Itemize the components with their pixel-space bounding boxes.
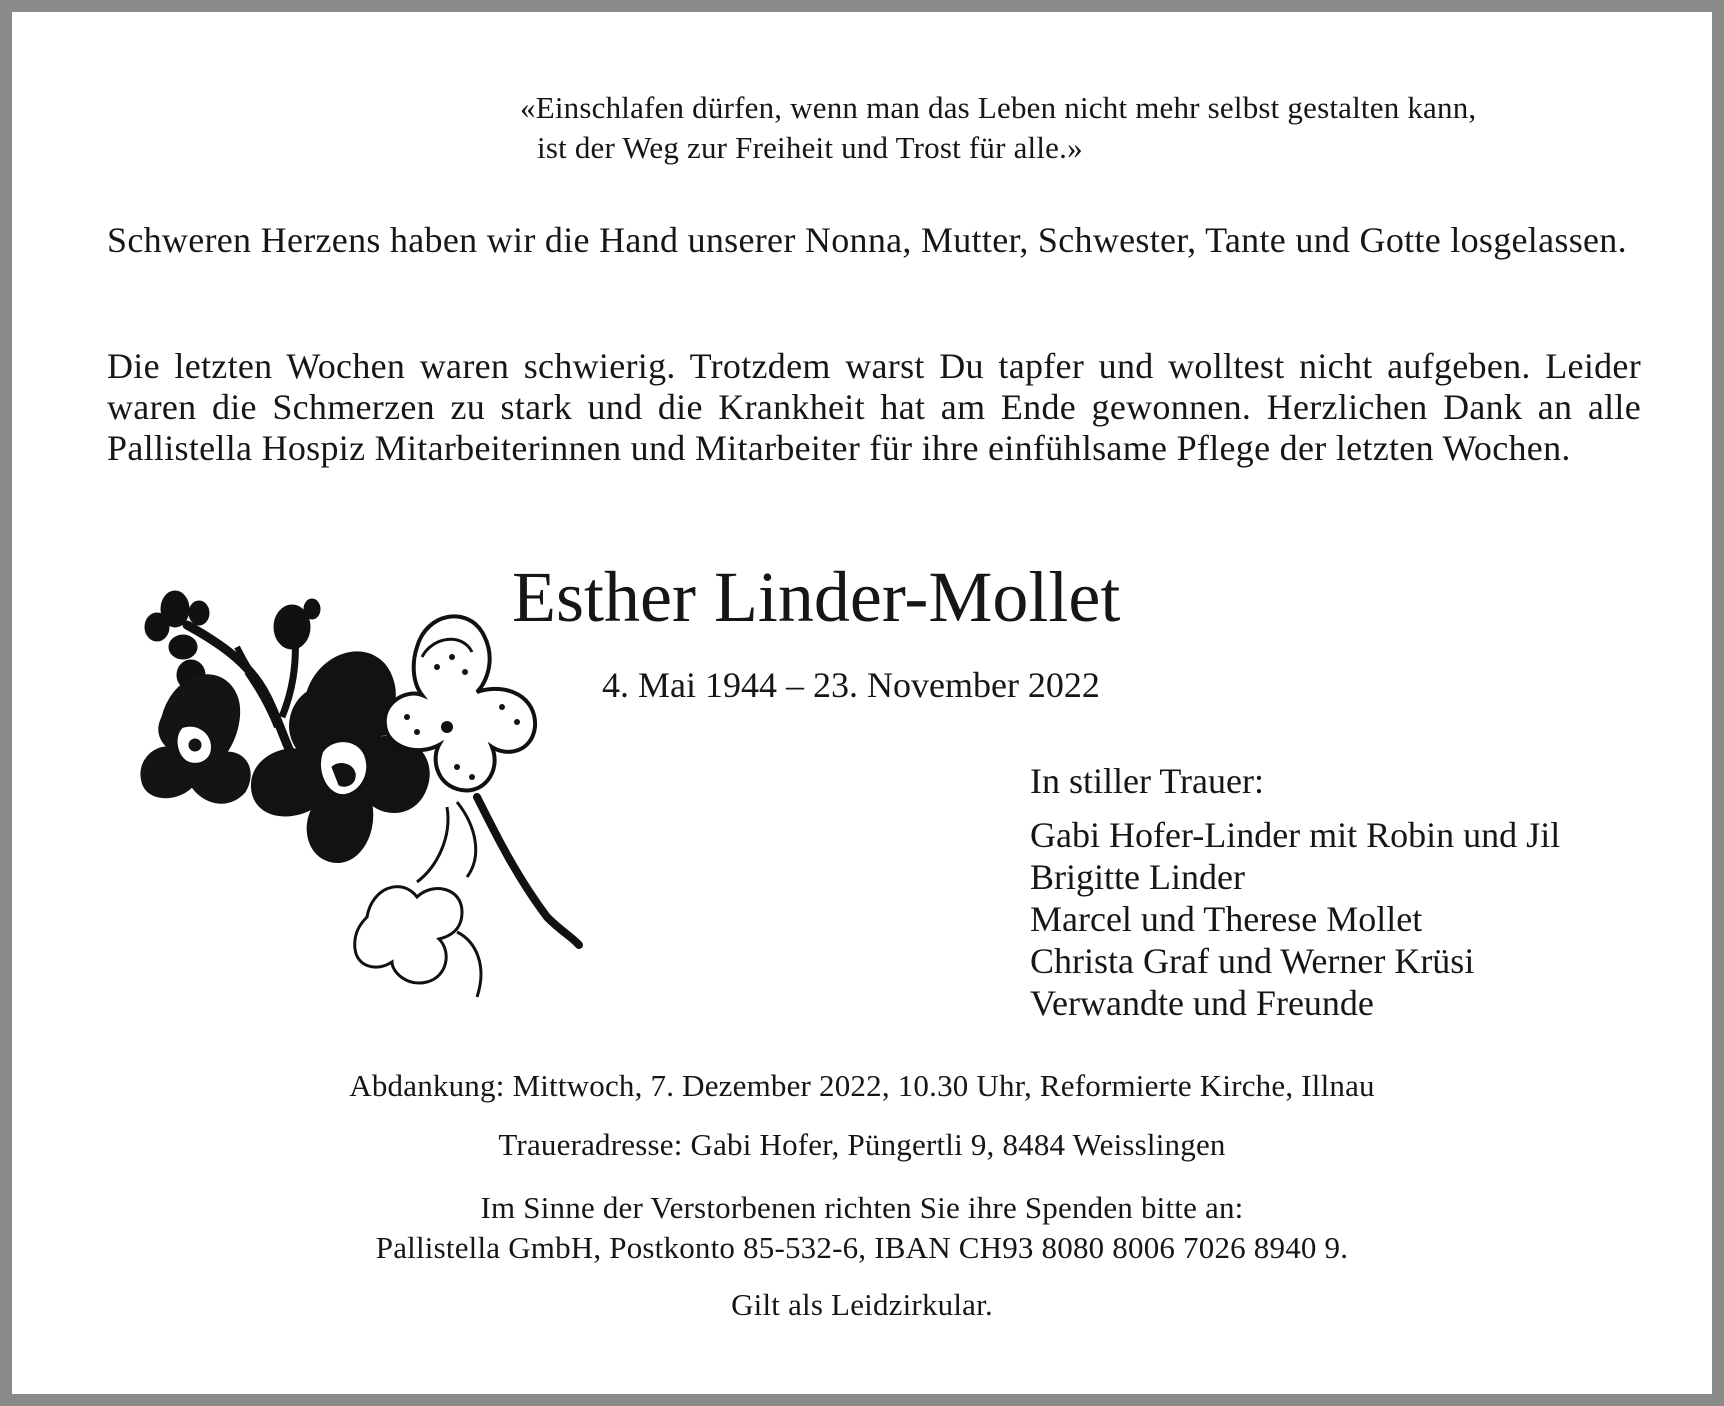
obituary-page [12,12,1712,1394]
mourner-name: Gabi Hofer-Linder mit Robin und Jil [1030,815,1561,855]
mourner-name: Marcel und Therese Mollet [1030,899,1423,939]
life-dates: 4. Mai 1944 – 23. November 2022 [602,665,1100,705]
mourner-name: Christa Graf und Werner Krüsi [1030,941,1475,981]
donation-line-2: Pallistella GmbH, Postkonto 85-532-6, IBAN CH93 8080 8006 7026 8940 9. [375,1230,1349,1265]
donation-line-1: Im Sinne der Verstorbenen richten Sie ihre Spenden bitte an: [480,1190,1244,1225]
mourner-name: Brigitte Linder [1030,857,1245,897]
circular-note: Gilt als Leidzirkular. [731,1287,993,1322]
orchid-icon [117,577,592,1017]
quote [520,88,1640,168]
quote-line-2: ist der Weg zur Freiheit und Trost für alle.» [537,130,1083,165]
ceremony-info: Abdankung: Mittwoch, 7. Dezember 2022, 10.30 Uhr, Reformierte Kirche, Illnau [349,1068,1375,1103]
mourner-name: Verwandte und Freunde [1030,983,1374,1023]
mourning-address: Traueradresse: Gabi Hofer, Püngertli 9, 8484 Weisslingen [498,1127,1226,1162]
intro-paragraph: Schweren Herzens haben wir die Hand unserer Nonna, Mutter, Schwester, Tante und Gotte losgelassen. [107,220,1627,260]
thanks-paragraph: Die letzten Wochen waren schwierig. Trotzdem warst Du tapfer und wolltest nicht aufgeben. Leider waren die Schmerzen zu stark und die Krankheit hat am Ende gewonnen. Herzlichen Dank an alle Pallistella Hospiz Mitarbeiterinnen und Mitarbeiter für ihre einfühlsame Pflege der letzten Wochen. [107,346,1641,468]
mourners-block [1030,760,1560,1024]
mourners-heading: In stiller Trauer: [1030,761,1264,801]
donation-info [12,1188,1712,1268]
quote-line-1: «Einschlafen dürfen, wenn man das Leben nicht mehr selbst gestalten kann, [520,90,1477,125]
deceased-name: Esther Linder-Mollet [512,557,1121,637]
